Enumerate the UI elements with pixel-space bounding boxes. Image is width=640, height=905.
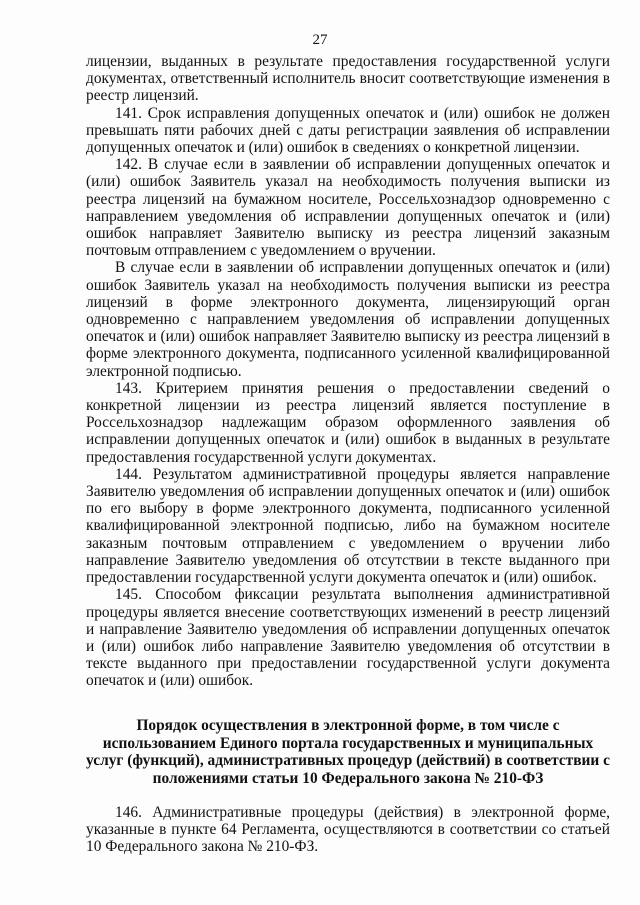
paragraph-143: 143. Критерием принятия решения о предоставлении сведений о конкретной лицензии из реестра лицензий является поступление в Россельхознадзор надлежащим образом оформленного заявления об исправлении допущенных опечаток и (или) ошибок в выданных в результате предоставления государственной услуги документах. bbox=[86, 379, 610, 466]
body-text-tail bbox=[86, 804, 610, 856]
body-text bbox=[86, 53, 610, 690]
page-number: 27 bbox=[312, 32, 328, 48]
paragraph-146: 146. Административные процедуры (действия) в электронной форме, указанные в пункте 64 Регламента, осуществляются в соответствии со статьей 10 Федерального закона № 210-ФЗ. bbox=[86, 804, 610, 856]
paragraph-continuation: лицензии, выданных в результате предоставления государственной услуги документах, ответственный исполнитель вносит соответствующие изменения в реестр лицензий. bbox=[86, 53, 610, 105]
paragraph-141: 141. Срок исправления допущенных опечаток и (или) ошибок не должен превышать пяти рабочих дней с даты регистрации заявления об исправлении допущенных опечаток и (или) ошибок в сведениях о конкретной лицензии. bbox=[86, 104, 610, 157]
paragraph-142: 142. В случае если в заявлении об исправлении допущенных опечаток и (или) ошибок Заявитель указал на необходимость получения выписки из реестра лицензий на бумажном носителе, Россельхознадзор одновременно с направлением уведомления об исправлении допущенных опечаток и (или) ошибок направляет Заявителю выписку из реестра лицензий заказным почтовым отправлением с уведомлением о вручении. bbox=[86, 156, 610, 260]
paragraph-144: 144. Результатом административной процедуры является направление Заявителю уведомления об исправлении допущенных опечаток и (или) ошибок по его выбору в форме электронного документа, подписанного усиленной квалифицированной электронной подписью, либо на бумажном носителе заказным почтовым отправлением с уведомлением о вручении либо направление Заявителю уведомления об отсутствии в тексте выданного при предоставлении государственной услуги документа опечаток и (или) ошибок. bbox=[86, 465, 610, 587]
paragraph-142-electronic: В случае если в заявлении об исправлении допущенных опечаток и (или) ошибок Заявитель указал на необходимость получения выписки из реестра лицензий в форме электронного документа, лицензирующий орган одновременно с направлением уведомления об исправлении допущенных опечаток и (или) ошибок направляет Заявителю выписку из реестра лицензий в форме электронного документа, подписанного усиленной квалифицированной электронной подписью. bbox=[86, 259, 610, 380]
section-heading: Порядок осуществления в электронной форме, в том числе с использованием Единого портала государственных и муниципальных услуг (функций), административных процедур (действий) в соответствии с положениями статьи 10 Федерального закона № 210-ФЗ bbox=[86, 717, 610, 787]
paragraph-145: 145. Способом фиксации результата выполнения административной процедуры является внесение соответствующих изменений в реестр лицензий и направление Заявителю уведомления об исправлении допущенных опечаток и (или) ошибок либо направление Заявителю уведомления об отсутствии в тексте выданного при предоставлении государственной услуги документа опечаток и (или) ошибок. bbox=[86, 586, 610, 690]
